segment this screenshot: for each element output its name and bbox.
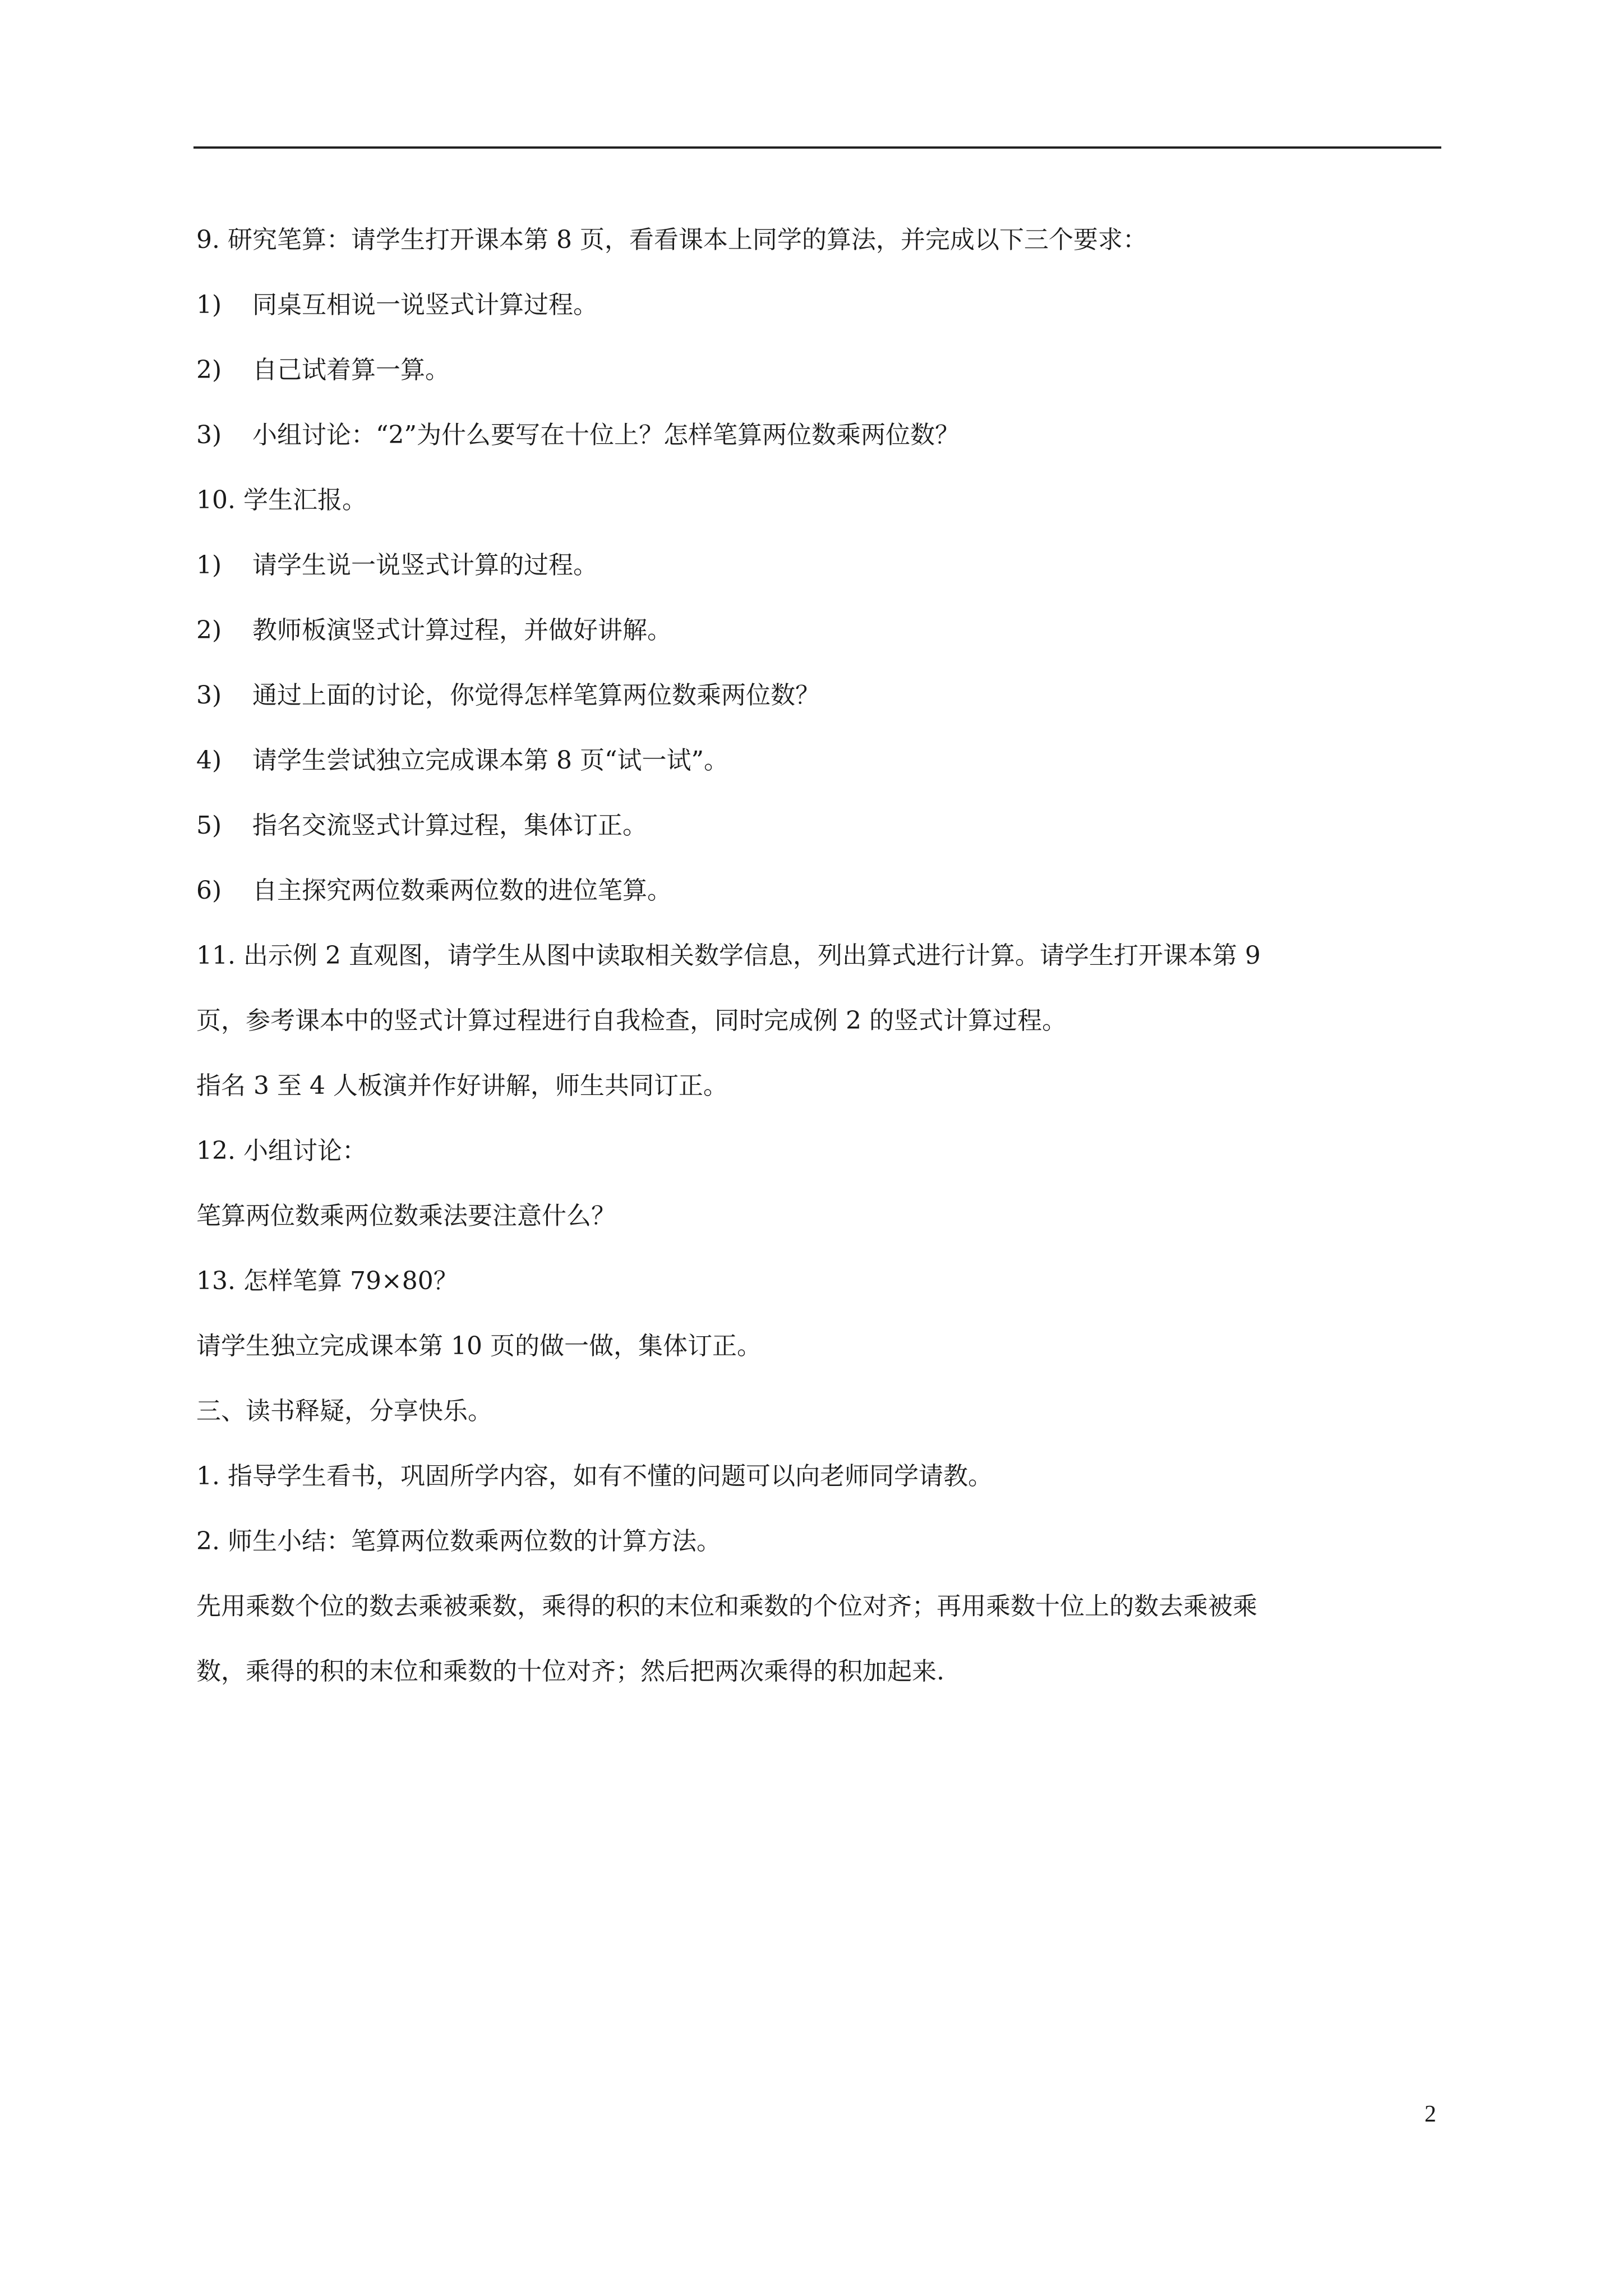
list-item xyxy=(196,1184,1447,1249)
item-number: 5) xyxy=(196,811,222,840)
line-text: 自己试着算一算。 xyxy=(252,356,450,384)
list-item xyxy=(196,468,1447,533)
item-number: 3) xyxy=(196,421,222,449)
list-item xyxy=(196,598,1447,663)
line-text: 先用乘数个位的数去乘被乘数，乘得的积的末位和乘数的个位对齐；再用乘数十位上的数去乘被乘 xyxy=(196,1592,1257,1621)
item-number: 1) xyxy=(196,551,222,579)
list-item xyxy=(196,208,1447,273)
line-text: 请学生说一说竖式计算的过程。 xyxy=(252,551,598,579)
item-number: 2) xyxy=(196,356,222,384)
list-item xyxy=(196,728,1447,793)
list-item xyxy=(196,403,1447,468)
line-text: 笔算两位数乘两位数乘法要注意什么？ xyxy=(196,1202,616,1230)
line-text: 请学生独立完成课本第 10 页的做一做，集体订正。 xyxy=(196,1332,762,1360)
item-number: 4) xyxy=(196,746,222,775)
list-item xyxy=(196,1119,1447,1184)
item-number: 1) xyxy=(196,291,222,319)
list-item xyxy=(196,338,1447,403)
list-item xyxy=(196,663,1447,728)
line-text: 2. 师生小结：笔算两位数乘两位数的计算方法。 xyxy=(196,1527,721,1556)
item-number: 2) xyxy=(196,616,222,645)
list-item xyxy=(196,1509,1447,1574)
header-rule xyxy=(193,146,1441,149)
list-item xyxy=(196,793,1447,858)
line-text: 请学生尝试独立完成课本第 8 页“试一试”。 xyxy=(252,746,728,775)
line-text: 同桌互相说一说竖式计算过程。 xyxy=(252,291,598,319)
line-text: 通过上面的讨论，你觉得怎样笔算两位数乘两位数？ xyxy=(252,681,820,710)
line-text: 教师板演竖式计算过程，并做好讲解。 xyxy=(252,616,672,645)
line-text: 11. 出示例 2 直观图，请学生从图中读取相关数学信息，列出算式进行计算。请学生打开课本第 9 xyxy=(196,941,1261,970)
paragraph-line xyxy=(196,1574,1447,1639)
list-item xyxy=(196,533,1447,598)
document-body xyxy=(196,208,1447,1704)
line-text: 自主探究两位数乘两位数的进位笔算。 xyxy=(252,876,672,905)
line-text: 指名交流竖式计算过程，集体订正。 xyxy=(252,811,647,840)
list-item xyxy=(196,1444,1447,1509)
list-item xyxy=(196,988,1447,1053)
list-item xyxy=(196,858,1447,923)
line-text: 数，乘得的积的末位和乘数的十位对齐；然后把两次乘得的积加起来. xyxy=(196,1657,944,1686)
list-item xyxy=(196,923,1447,988)
list-item xyxy=(196,1249,1447,1314)
section-heading xyxy=(196,1379,1447,1444)
item-number: 3) xyxy=(196,681,222,710)
line-text: 12. 小组讨论： xyxy=(196,1137,367,1165)
line-text: 9. 研究笔算：请学生打开课本第 8 页，看看课本上同学的算法，并完成以下三个要求： xyxy=(196,226,1147,254)
line-text: 13. 怎样笔算 79×80？ xyxy=(196,1267,458,1295)
item-number: 6) xyxy=(196,876,222,905)
line-text: 指名 3 至 4 人板演并作好讲解，师生共同订正。 xyxy=(196,1071,728,1100)
line-text: 页，参考课本中的竖式计算过程进行自我检查，同时完成例 2 的竖式计算过程。 xyxy=(196,1006,1067,1035)
line-text: 10. 学生汇报。 xyxy=(196,486,367,514)
page-number: 2 xyxy=(1424,2101,1436,2127)
list-item xyxy=(196,1314,1447,1379)
list-item xyxy=(196,273,1447,338)
line-text: 三、读书释疑，分享快乐。 xyxy=(196,1397,492,1425)
line-text: 小组讨论：“2”为什么要写在十位上？怎样笔算两位数乘两位数？ xyxy=(252,421,960,449)
paragraph-line xyxy=(196,1639,1447,1704)
line-text: 1. 指导学生看书，巩固所学内容，如有不懂的问题可以向老师同学请教。 xyxy=(196,1462,993,1490)
list-item xyxy=(196,1053,1447,1119)
